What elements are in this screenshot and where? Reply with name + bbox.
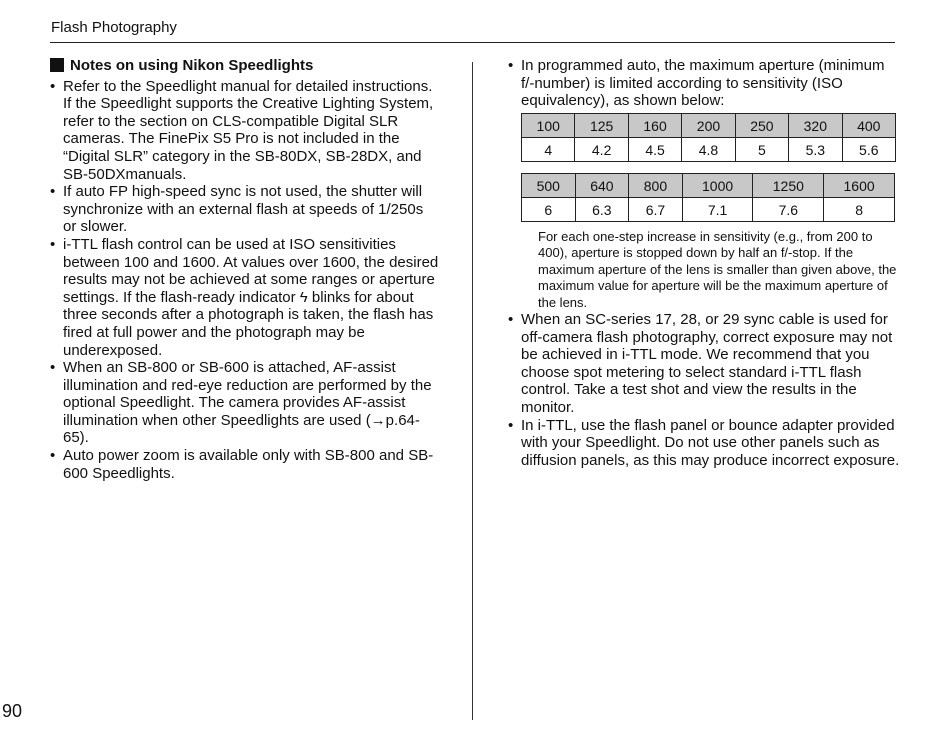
section-heading-text: Notes on using Nikon Speedlights <box>70 57 314 74</box>
aperture-cell: 4 <box>522 138 575 162</box>
iso-cell: 250 <box>735 114 788 138</box>
aperture-cell: 6.3 <box>575 198 629 222</box>
page-header-title: Flash Photography <box>51 19 177 36</box>
iso-cell: 100 <box>522 114 575 138</box>
list-item: • In programmed auto, the maximum aperture (minimum f/-number) is limited according to sensitivity (ISO equivalency), as shown below: <box>508 57 898 110</box>
list-item: • In i-TTL, use the flash panel or bounce adapter provided with your Speedlight. Do not use other panels such as diffusion panels, as this may produce incorrect exposure. <box>508 417 900 470</box>
table-row-aperture <box>522 198 895 222</box>
aperture-cell: 4.2 <box>575 138 628 162</box>
table-row-iso <box>522 114 896 138</box>
iso-cell: 160 <box>628 114 681 138</box>
iso-cell: 1250 <box>753 174 824 198</box>
iso-cell: 200 <box>682 114 735 138</box>
aperture-table-1 <box>521 113 896 162</box>
list-item: • Auto power zoom is available only with SB-800 and SB-600 Speedlights. <box>50 447 440 482</box>
header-rule <box>50 42 895 43</box>
aperture-table-2 <box>521 173 895 222</box>
list-item: • When an SB-800 or SB-600 is attached, AF-assist illumination and red-eye reduction are performed by the optional Speedlight. The camera provides AF-assist illumination when other Speedlights are used (→p.64-65). <box>50 359 440 447</box>
iso-cell: 400 <box>842 114 895 138</box>
list-item: • Refer to the Speedlight manual for detailed instructions. If the Speedlight supports the Creative Lighting System, refer to the section on CLS-compatible Digital SLR cameras. The FinePix S5 Pro is not included in the “Digital SLR” category in the SB-80DX, SB-28DX, and SB-50DXmanuals. <box>50 78 440 184</box>
table-row-iso <box>522 174 895 198</box>
aperture-cell: 5 <box>735 138 788 162</box>
aperture-cell: 6 <box>522 198 576 222</box>
iso-cell: 1600 <box>824 174 895 198</box>
iso-cell: 500 <box>522 174 576 198</box>
section-heading <box>50 57 440 75</box>
aperture-cell: 4.5 <box>628 138 681 162</box>
iso-cell: 320 <box>789 114 842 138</box>
right-column-intro <box>508 57 898 110</box>
aperture-cell: 4.8 <box>682 138 735 162</box>
aperture-cell: 5.3 <box>789 138 842 162</box>
black-square-icon <box>50 58 64 72</box>
left-bullet-list <box>50 78 440 483</box>
table-note: For each one-step increase in sensitivity (e.g., from 200 to 400), aperture is stopped down by half an f/-stop. If the maximum aperture of the lens is smaller than given above, the maximum value for aperture will be the maximum aperture of the lens. <box>538 229 897 310</box>
iso-cell: 800 <box>629 174 683 198</box>
iso-cell: 640 <box>575 174 629 198</box>
aperture-cell: 7.6 <box>753 198 824 222</box>
right-column-bullets <box>508 311 900 469</box>
iso-cell: 1000 <box>682 174 753 198</box>
list-item: • i-TTL flash control can be used at ISO sensitivities between 100 and 1600. At values over 1600, the desired results may not be achieved at some ranges or aperture settings. If the flash-ready indicator ϟ blinks for about three seconds after a photograph is taken, the flash has fired at full power and the photograph may be underexposed. <box>50 236 440 359</box>
table-row-aperture <box>522 138 896 162</box>
list-item: • If auto FP high-speed sync is not used, the shutter will synchronize with an external flash at speeds of 1/250s or slower. <box>50 183 440 236</box>
aperture-cell: 6.7 <box>629 198 683 222</box>
aperture-cell: 7.1 <box>682 198 753 222</box>
aperture-cell: 5.6 <box>842 138 895 162</box>
column-divider <box>472 62 473 720</box>
list-item: • When an SC-series 17, 28, or 29 sync cable is used for off-camera flash photography, correct exposure may not be achieved in i-TTL mode. We recommend that you choose spot metering to select standard i-TTL flash control. Take a test shot and view the results in the monitor. <box>508 311 900 417</box>
page-number: 90 <box>2 701 23 721</box>
left-column <box>50 57 440 482</box>
aperture-cell: 8 <box>824 198 895 222</box>
iso-cell: 125 <box>575 114 628 138</box>
